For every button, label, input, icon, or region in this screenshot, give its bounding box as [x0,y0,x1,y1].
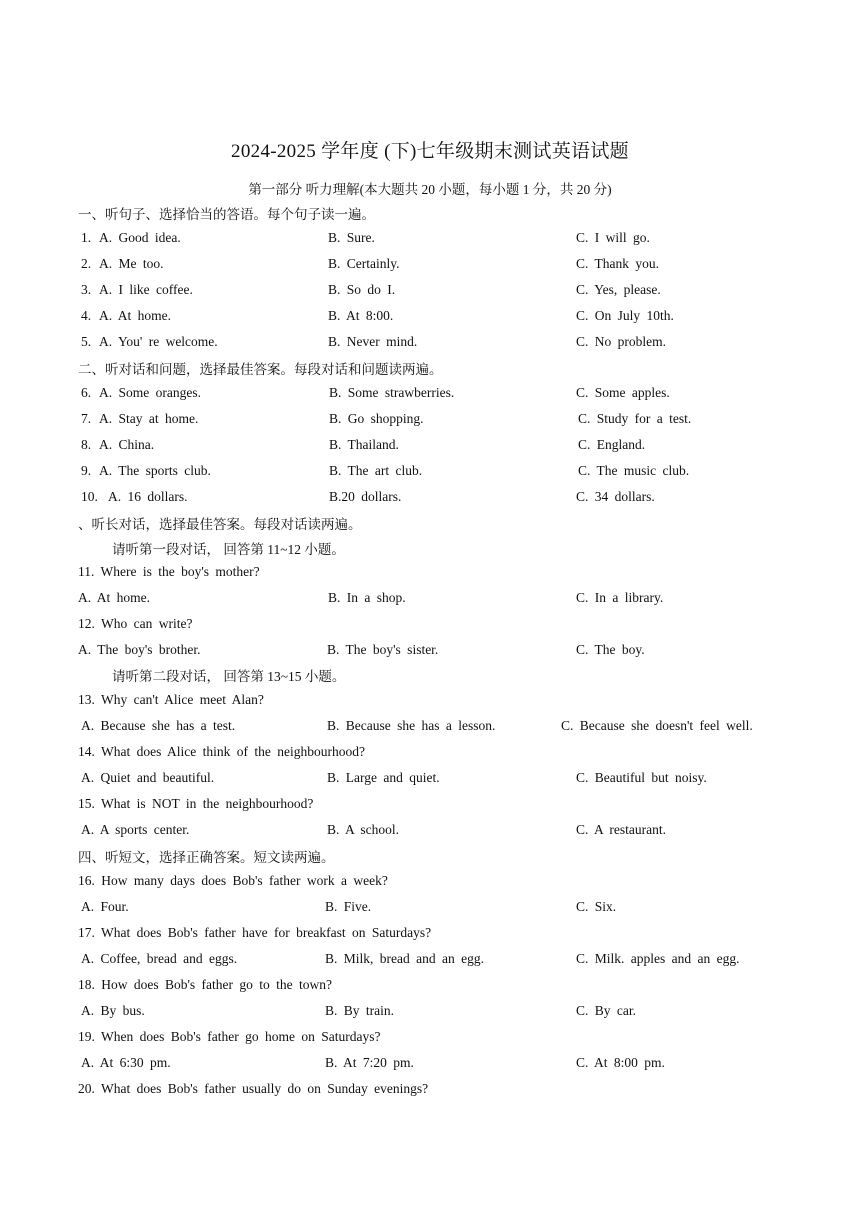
option-c: C. I will go. [576,230,650,245]
option-b: B. The art club. [329,463,423,478]
option-a: A. At home. [78,590,150,605]
option-a: A. Some oranges. [99,385,201,400]
part-one-heading: 第一部分 听力理解(本大题共 20 小题，每小题 1 分，共 20 分) [248,182,612,197]
instruction-dialogue-one: 请听第一段对话， 回答第 11~12 小题。 [112,542,345,557]
option-b: B. Because she has a lesson. [327,718,496,733]
option-c: C. On July 10th. [576,308,674,323]
option-a: A. Four. [81,899,129,914]
question-13: 13. Why can't Alice meet Alan? [78,692,264,707]
question-number: 6. [81,385,92,400]
option-c: C. Thank you. [576,256,659,271]
option-a: A. At home. [99,308,171,323]
option-a: A. At 6:30 pm. [81,1055,171,1070]
option-c: C. The boy. [576,642,645,657]
option-c: C. 34 dollars. [576,489,655,504]
option-c: C. In a library. [576,590,664,605]
option-b: B. The boy's sister. [327,642,439,657]
option-b: B. Large and quiet. [327,770,440,785]
question-number: 7. [81,411,92,426]
question-11: 11. Where is the boy's mother? [78,564,260,579]
option-b: B. Milk, bread and an egg. [325,951,484,966]
option-a: A. Me too. [99,256,164,271]
question-number: 2. [81,256,92,271]
option-b: B. Sure. [328,230,375,245]
question-15: 15. What is NOT in the neighbourhood? [78,796,314,811]
option-c: C. Study for a test. [578,411,692,426]
option-c: C. The music club. [578,463,690,478]
section-two-heading: 二、听对话和问题，选择最佳答案。每段对话和问题读两遍。 [78,362,443,377]
option-b: B. Thailand. [329,437,399,452]
option-a: A. Because she has a test. [81,718,236,733]
instruction-dialogue-two: 请听第二段对话， 回答第 13~15 小题。 [112,669,346,684]
option-c: C. Yes, please. [576,282,661,297]
option-b: B. In a shop. [328,590,406,605]
option-a: A. Stay at home. [99,411,199,426]
option-b: B. Five. [325,899,372,914]
option-c: C. No problem. [576,334,666,349]
question-17: 17. What does Bob's father have for breakfast on Saturdays? [78,925,432,940]
option-b: B. Some strawberries. [329,385,455,400]
section-one-heading: 一、听句子、选择恰当的答语。每个句子读一遍。 [78,207,375,222]
option-a: A. The boy's brother. [78,642,201,657]
question-20: 20. What does Bob's father usually do on Sunday evenings? [78,1081,429,1096]
question-number: 3. [81,282,92,297]
question-19: 19. When does Bob's father go home on Saturdays? [78,1029,381,1044]
option-a: A. Coffee, bread and eggs. [81,951,238,966]
option-a: A. Good idea. [99,230,181,245]
question-16: 16. How many days does Bob's father work a week? [78,873,388,888]
option-a: A. By bus. [81,1003,145,1018]
option-c: C. Six. [576,899,617,914]
option-c: C. By car. [576,1003,636,1018]
option-a: A. 16 dollars. [108,489,188,504]
question-number: 8. [81,437,92,452]
question-12: 12. Who can write? [78,616,193,631]
option-c: C. Because she doesn't feel well. [561,718,753,733]
option-c: C. Beautiful but noisy. [576,770,707,785]
option-a: A. China. [99,437,155,452]
option-a: A. I like coffee. [99,282,193,297]
option-c: C. A restaurant. [576,822,666,837]
option-b: B. Go shopping. [329,411,424,426]
question-number: 1. [81,230,92,245]
question-number: 10. [81,489,98,504]
option-a: A. A sports center. [81,822,190,837]
question-number: 9. [81,463,92,478]
option-b: B. A school. [327,822,400,837]
option-b: B. So do I. [328,282,396,297]
option-c: C. Some apples. [576,385,670,400]
option-a: A. Quiet and beautiful. [81,770,215,785]
option-b: B. At 8:00. [328,308,394,323]
option-b: B. Never mind. [328,334,418,349]
option-b: B. At 7:20 pm. [325,1055,414,1070]
option-b: B. Certainly. [328,256,400,271]
option-a: A. The sports club. [99,463,211,478]
option-c: C. England. [578,437,646,452]
question-number: 4. [81,308,92,323]
question-18: 18. How does Bob's father go to the town? [78,977,333,992]
question-14: 14. What does Alice think of the neighbourhood? [78,744,365,759]
option-b: B.20 dollars. [329,489,402,504]
section-four-heading: 四、听短文，选择正确答案。短文读两遍。 [78,850,335,865]
option-b: B. By train. [325,1003,394,1018]
option-c: C. Milk. apples and an egg. [576,951,740,966]
question-number: 5. [81,334,92,349]
option-a: A. You' re welcome. [99,334,218,349]
section-three-heading: 、听长对话，选择最佳答案。每段对话读两遍。 [78,517,362,532]
exam-title: 2024-2025 学年度 (下)七年级期末测试英语试题 [231,141,629,162]
option-c: C. At 8:00 pm. [576,1055,665,1070]
